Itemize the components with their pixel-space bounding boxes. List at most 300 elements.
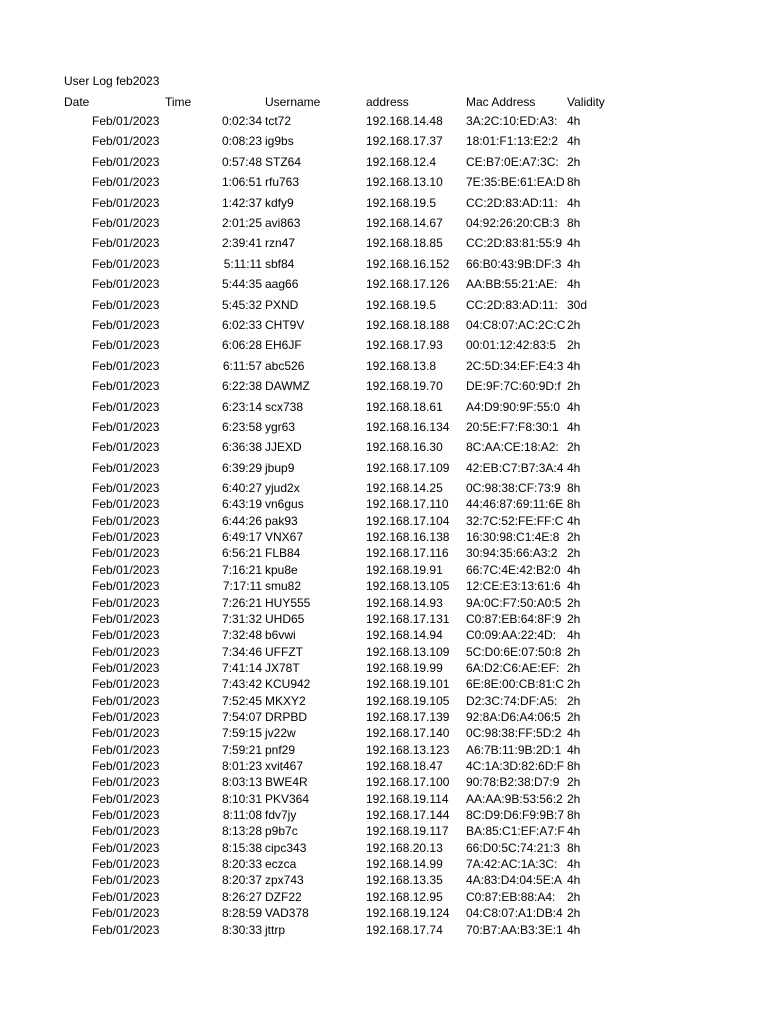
cell-validity: 2h: [567, 318, 581, 332]
cell-validity: 4h: [567, 114, 581, 128]
cell-address: 192.168.16.138: [366, 530, 450, 544]
cell-username: DZF22: [265, 889, 302, 904]
cell-validity: 8h: [567, 497, 581, 512]
table-row: [0, 337, 768, 353]
cell-date: Feb/01/2023: [92, 546, 160, 561]
cell-mac-address: 66:D0:5C:74:21:3: [466, 840, 561, 855]
cell-validity: 2h: [567, 660, 581, 675]
cell-address: 192.168.20.13: [366, 840, 443, 855]
cell-mac-address: C0:87:EB:88:A4:: [466, 889, 556, 904]
cell-address: 192.168.13.109: [366, 644, 450, 659]
table-row: [0, 276, 768, 292]
table-row: [0, 378, 768, 394]
table-row: [0, 758, 768, 774]
cell-date: Feb/01/2023: [92, 742, 160, 757]
cell-time: 7:26:21: [221, 595, 262, 610]
table-row: [0, 660, 768, 676]
cell-username: smu82: [265, 579, 302, 594]
cell-date: Feb/01/2023: [92, 420, 160, 434]
cell-address: 192.168.18.47: [366, 759, 443, 773]
cell-validity: 4h: [567, 726, 581, 741]
table-row: [0, 840, 768, 856]
cell-validity: 4h: [567, 579, 581, 594]
cell-address: 192.168.17.126: [366, 277, 450, 292]
cell-mac-address: AA:AA:9B:53:56:2: [466, 791, 563, 806]
cell-address: 192.168.18.188: [366, 318, 450, 332]
cell-time: 6:22:38: [221, 379, 262, 394]
cell-mac-address: 20:5E:F7:F8:30:1: [466, 420, 559, 434]
cell-validity: 8h: [567, 481, 581, 495]
table-row: [0, 807, 768, 823]
cell-date: Feb/01/2023: [92, 216, 160, 230]
cell-address: 192.168.17.109: [366, 460, 450, 475]
cell-date: Feb/01/2023: [92, 530, 160, 544]
cell-validity: 4h: [567, 277, 581, 292]
cell-time: 6:40:27: [221, 481, 262, 495]
cell-validity: 2h: [567, 693, 581, 708]
cell-time: 7:16:21: [221, 562, 262, 577]
cell-validity: 4h: [567, 256, 581, 271]
cell-mac-address: 18:01:F1:13:E2:2: [466, 134, 559, 149]
cell-mac-address: 70:B7:AA:B3:3E:1: [466, 922, 563, 937]
table-row: [0, 439, 768, 455]
cell-address: 192.168.17.104: [366, 513, 450, 528]
cell-date: Feb/01/2023: [92, 256, 160, 271]
cell-address: 192.168.14.99: [366, 857, 443, 871]
cell-username: DRPBD: [265, 709, 308, 724]
cell-mac-address: 0C:98:38:CF:73:9: [466, 481, 561, 495]
cell-mac-address: A4:D9:90:9F:55:0: [466, 399, 561, 414]
table-row: [0, 133, 768, 149]
table-row: [0, 725, 768, 741]
cell-username: b6vwi: [265, 628, 296, 643]
table-row: [0, 562, 768, 578]
cell-date: Feb/01/2023: [92, 399, 160, 414]
cell-validity: 4h: [567, 922, 581, 937]
table-row: [0, 922, 768, 938]
cell-username: HUY555: [265, 595, 311, 610]
cell-validity: 2h: [567, 775, 581, 790]
cell-mac-address: 04:C8:07:A1:DB:4: [466, 906, 563, 921]
cell-time: 7:41:14: [221, 660, 262, 675]
cell-date: Feb/01/2023: [92, 579, 160, 594]
cell-mac-address: AA:BB:55:21:AE:: [466, 277, 558, 292]
cell-username: rzn47: [265, 236, 296, 251]
cell-date: Feb/01/2023: [92, 791, 160, 806]
table-row: [0, 595, 768, 611]
cell-username: avi863: [265, 216, 301, 230]
cell-date: Feb/01/2023: [92, 297, 160, 312]
cell-validity: 2h: [567, 338, 581, 353]
cell-address: 192.168.17.139: [366, 709, 450, 724]
cell-address: 192.168.16.134: [366, 420, 450, 434]
cell-address: 192.168.12.4: [366, 154, 437, 169]
cell-date: Feb/01/2023: [92, 775, 160, 790]
cell-date: Feb/01/2023: [92, 460, 160, 475]
cell-validity: 2h: [567, 677, 581, 692]
cell-validity: 4h: [567, 460, 581, 475]
cell-username: aag66: [265, 277, 299, 292]
cell-validity: 4h: [567, 857, 581, 871]
cell-validity: 4h: [567, 399, 581, 414]
cell-mac-address: 66:B0:43:9B:DF:3: [466, 256, 562, 271]
table-row: [0, 215, 768, 231]
cell-time: 6:06:28: [221, 338, 262, 353]
cell-time: 8:10:31: [221, 791, 262, 806]
cell-address: 192.168.14.94: [366, 628, 443, 643]
cell-time: 5:11:11: [223, 256, 262, 271]
cell-date: Feb/01/2023: [92, 114, 160, 128]
cell-time: 8:20:33: [221, 857, 262, 871]
cell-time: 8:30:33: [221, 922, 262, 937]
cell-validity: 8h: [567, 759, 581, 773]
cell-mac-address: 2C:5D:34:EF:E4:3: [466, 358, 564, 373]
cell-mac-address: 4A:83:D4:04:5E:A: [466, 873, 563, 888]
cell-address: 192.168.19.70: [366, 379, 443, 394]
cell-address: 192.168.13.10: [366, 175, 443, 190]
cell-address: 192.168.17.131: [366, 611, 450, 626]
cell-date: Feb/01/2023: [92, 236, 160, 251]
cell-date: Feb/01/2023: [92, 175, 160, 190]
cell-mac-address: C0:09:AA:22:4D:: [466, 628, 557, 643]
cell-date: Feb/01/2023: [92, 709, 160, 724]
column-header-address: address: [366, 95, 409, 109]
cell-mac-address: 8C:AA:CE:18:A2:: [466, 440, 559, 455]
cell-validity: 2h: [567, 530, 581, 544]
cell-date: Feb/01/2023: [92, 726, 160, 741]
cell-time: 7:34:46: [221, 644, 262, 659]
cell-date: Feb/01/2023: [92, 497, 160, 512]
cell-address: 192.168.13.35: [366, 873, 443, 888]
cell-address: 192.168.17.110: [366, 497, 449, 512]
cell-mac-address: 6E:8E:00:CB:81:C: [466, 677, 565, 692]
table-row: [0, 905, 768, 921]
cell-validity: 2h: [567, 611, 581, 626]
cell-time: 8:11:08: [222, 808, 262, 822]
cell-validity: 4h: [567, 195, 581, 210]
cell-time: 7:31:32: [221, 611, 262, 626]
cell-username: eczca: [265, 857, 297, 871]
cell-mac-address: CC:2D:83:AD:11:: [466, 195, 558, 210]
cell-validity: 2h: [567, 154, 581, 169]
cell-time: 0:57:48: [221, 154, 262, 169]
table-row: [0, 297, 768, 313]
table-row: [0, 856, 768, 872]
cell-username: JJEXD: [265, 440, 302, 455]
cell-username: KCU942: [265, 677, 311, 692]
cell-time: 5:45:32: [221, 297, 262, 312]
cell-time: 7:59:15: [221, 726, 262, 741]
table-row: [0, 774, 768, 790]
table-row: [0, 742, 768, 758]
cell-time: 8:03:13: [221, 775, 262, 790]
cell-mac-address: 66:7C:4E:42:B2:0: [466, 562, 561, 577]
cell-address: 192.168.19.5: [366, 297, 437, 312]
cell-date: Feb/01/2023: [92, 677, 160, 692]
cell-username: sbf84: [265, 256, 295, 271]
cell-date: Feb/01/2023: [92, 922, 160, 937]
cell-date: Feb/01/2023: [92, 134, 160, 149]
cell-time: 7:54:07: [221, 709, 262, 724]
cell-date: Feb/01/2023: [92, 595, 160, 610]
cell-date: Feb/01/2023: [92, 338, 160, 353]
cell-date: Feb/01/2023: [92, 358, 160, 373]
cell-address: 192.168.19.124: [366, 906, 450, 921]
cell-validity: 2h: [567, 595, 581, 610]
cell-validity: 2h: [567, 440, 581, 455]
cell-mac-address: 4C:1A:3D:82:6D:F: [466, 759, 565, 773]
cell-username: FLB84: [265, 546, 301, 561]
cell-mac-address: 9A:0C:F7:50:A0:5: [466, 595, 562, 610]
cell-username: tct72: [265, 114, 292, 128]
cell-username: pak93: [265, 513, 298, 528]
cell-mac-address: 6A:D2:C6:AE:EF:: [466, 660, 560, 675]
cell-date: Feb/01/2023: [92, 481, 160, 495]
table-row: [0, 419, 768, 435]
cell-mac-address: 0C:98:38:FF:5D:2: [466, 726, 562, 741]
cell-username: zpx743: [265, 873, 304, 888]
cell-validity: 2h: [567, 546, 581, 561]
cell-time: 6:43:19: [221, 497, 262, 512]
cell-validity: 4h: [567, 236, 581, 251]
cell-date: Feb/01/2023: [92, 154, 160, 169]
table-row: [0, 823, 768, 839]
cell-date: Feb/01/2023: [92, 759, 160, 773]
column-header-validity: Validity: [567, 95, 605, 109]
cell-date: Feb/01/2023: [92, 611, 160, 626]
cell-address: 192.168.17.37: [366, 134, 443, 149]
table-row: [0, 889, 768, 905]
cell-time: 7:43:42: [221, 677, 262, 692]
cell-mac-address: CE:B7:0E:A7:3C:: [466, 154, 559, 169]
cell-mac-address: BA:85:C1:EF:A7:F: [466, 824, 565, 839]
cell-username: DAWMZ: [265, 379, 310, 394]
cell-address: 192.168.17.74: [366, 922, 443, 937]
cell-date: Feb/01/2023: [92, 628, 160, 643]
column-header-time: Time: [165, 95, 192, 109]
table-row: [0, 399, 768, 415]
cell-time: 6:23:14: [221, 399, 262, 414]
table-row: [0, 611, 768, 627]
cell-date: Feb/01/2023: [92, 195, 160, 210]
table-row: [0, 545, 768, 561]
cell-time: 7:17:11: [222, 579, 262, 594]
cell-validity: 8h: [567, 216, 581, 230]
cell-address: 192.168.14.25: [366, 481, 443, 495]
cell-username: STZ64: [265, 154, 302, 169]
cell-address: 192.168.19.114: [366, 791, 449, 806]
cell-mac-address: D2:3C:74:DF:A5:: [466, 693, 558, 708]
table-row: [0, 627, 768, 643]
cell-validity: 2h: [567, 889, 581, 904]
cell-address: 192.168.19.101: [366, 677, 450, 692]
table-row: [0, 358, 768, 374]
table-row: [0, 256, 768, 272]
cell-date: Feb/01/2023: [92, 808, 160, 822]
cell-username: scx738: [265, 399, 304, 414]
cell-username: abc526: [265, 358, 305, 373]
cell-date: Feb/01/2023: [92, 693, 160, 708]
cell-validity: 4h: [567, 824, 581, 839]
table-row: [0, 693, 768, 709]
cell-validity: 4h: [567, 628, 581, 643]
cell-time: 2:39:41: [221, 236, 262, 251]
cell-address: 192.168.18.61: [366, 399, 443, 414]
table-row: [0, 872, 768, 888]
cell-username: BWE4R: [265, 775, 308, 790]
cell-validity: 4h: [567, 513, 581, 528]
cell-username: fdv7jy: [265, 808, 297, 822]
cell-time: 8:01:23: [221, 759, 262, 773]
cell-validity: 4h: [567, 562, 581, 577]
cell-time: 5:44:35: [221, 277, 262, 292]
table-row: [0, 174, 768, 190]
log-title: User Log feb2023: [64, 74, 160, 88]
cell-date: Feb/01/2023: [92, 318, 160, 332]
table-row: [0, 113, 768, 129]
cell-address: 192.168.13.123: [366, 742, 450, 757]
cell-mac-address: DE:9F:7C:60:9D:f: [466, 379, 561, 394]
cell-validity: 30d: [567, 297, 588, 312]
cell-time: 0:08:23: [221, 134, 262, 149]
cell-address: 192.168.12.95: [366, 889, 443, 904]
cell-time: 6:11:57: [222, 358, 262, 373]
cell-validity: 8h: [567, 175, 581, 190]
cell-mac-address: 44:46:87:69:11:6E: [466, 497, 564, 512]
cell-date: Feb/01/2023: [92, 660, 160, 675]
cell-mac-address: 7E:35:BE:61:EA:D: [466, 175, 565, 190]
cell-time: 6:02:33: [221, 318, 262, 332]
cell-mac-address: C0:87:EB:64:8F:9: [466, 611, 562, 626]
cell-date: Feb/01/2023: [92, 379, 160, 394]
cell-validity: 2h: [567, 791, 581, 806]
cell-username: rfu763: [265, 175, 300, 190]
cell-address: 192.168.19.91: [366, 562, 443, 577]
cell-date: Feb/01/2023: [92, 644, 160, 659]
cell-validity: 2h: [567, 906, 581, 921]
cell-username: CHT9V: [265, 318, 305, 332]
table-row: [0, 195, 768, 211]
cell-address: 192.168.19.105: [366, 693, 450, 708]
cell-address: 192.168.14.67: [366, 216, 443, 230]
cell-mac-address: 04:C8:07:AC:2C:C: [466, 318, 566, 332]
cell-date: Feb/01/2023: [92, 840, 160, 855]
cell-mac-address: CC:2D:83:81:55:9: [466, 236, 563, 251]
cell-address: 192.168.16.152: [366, 256, 450, 271]
cell-validity: 8h: [567, 840, 581, 855]
cell-date: Feb/01/2023: [92, 824, 160, 839]
cell-time: 6:36:38: [221, 440, 262, 455]
cell-time: 7:32:48: [221, 628, 262, 643]
cell-validity: 4h: [567, 420, 581, 434]
cell-username: cipc343: [265, 840, 307, 855]
cell-address: 192.168.19.117: [366, 824, 449, 839]
cell-validity: 2h: [567, 709, 581, 724]
cell-address: 192.168.19.99: [366, 660, 443, 675]
cell-mac-address: 12:CE:E3:13:61:6: [466, 579, 561, 594]
cell-validity: 2h: [567, 644, 581, 659]
cell-mac-address: 90:78:B2:38:D7:9: [466, 775, 560, 790]
cell-time: 6:56:21: [221, 546, 262, 561]
column-header-username: Username: [265, 95, 321, 109]
cell-address: 192.168.14.93: [366, 595, 443, 610]
cell-time: 6:49:17: [221, 530, 262, 544]
cell-validity: 4h: [567, 134, 581, 149]
table-row: [0, 154, 768, 170]
table-row: [0, 496, 768, 512]
cell-mac-address: 7A:42:AC:1A:3C:: [466, 857, 558, 871]
cell-time: 6:39:29: [221, 460, 262, 475]
cell-mac-address: 16:30:98:C1:4E:8: [466, 530, 560, 544]
cell-validity: 4h: [567, 358, 581, 373]
cell-address: 192.168.17.100: [366, 775, 450, 790]
table-row: [0, 644, 768, 660]
cell-username: kdfy9: [265, 195, 294, 210]
table-row: [0, 235, 768, 251]
cell-username: jbup9: [265, 460, 295, 475]
cell-time: 0:02:34: [221, 114, 262, 128]
cell-username: xvit467: [265, 759, 304, 773]
cell-address: 192.168.17.93: [366, 338, 443, 353]
cell-username: EH6JF: [265, 338, 302, 353]
cell-address: 192.168.19.5: [366, 195, 437, 210]
cell-username: ig9bs: [265, 134, 294, 149]
cell-mac-address: 92:8A:D6:A4:06:5: [466, 709, 561, 724]
cell-date: Feb/01/2023: [92, 889, 160, 904]
cell-username: VNX67: [265, 530, 304, 544]
cell-time: 8:28:59: [221, 906, 262, 921]
cell-mac-address: 8C:D9:D6:F9:9B:7: [466, 808, 565, 822]
cell-date: Feb/01/2023: [92, 277, 160, 292]
cell-address: 192.168.18.85: [366, 236, 443, 251]
cell-time: 6:23:58: [221, 420, 262, 434]
cell-username: ygr63: [265, 420, 296, 434]
cell-mac-address: 04:92:26:20:CB:3: [466, 216, 560, 230]
cell-date: Feb/01/2023: [92, 857, 160, 871]
cell-date: Feb/01/2023: [92, 513, 160, 528]
cell-username: UHD65: [265, 611, 305, 626]
cell-validity: 4h: [567, 742, 581, 757]
cell-mac-address: 32:7C:52:FE:FF:C: [466, 513, 564, 528]
cell-username: kpu8e: [265, 562, 298, 577]
cell-time: 8:13:28: [221, 824, 262, 839]
cell-validity: 2h: [567, 379, 581, 394]
cell-username: PKV364: [265, 791, 310, 806]
table-row: [0, 513, 768, 529]
cell-username: vn6gus: [265, 497, 304, 512]
cell-mac-address: A6:7B:11:9B:2D:1: [466, 742, 562, 757]
cell-date: Feb/01/2023: [92, 562, 160, 577]
cell-address: 192.168.13.105: [366, 579, 450, 594]
cell-date: Feb/01/2023: [92, 906, 160, 921]
table-row: [0, 676, 768, 692]
cell-time: 8:26:27: [221, 889, 262, 904]
column-header-date: Date: [64, 95, 90, 109]
table-row: [0, 480, 768, 496]
cell-mac-address: 5C:D0:6E:07:50:8: [466, 644, 562, 659]
cell-time: 6:44:26: [221, 513, 262, 528]
cell-address: 192.168.17.116: [366, 546, 449, 561]
cell-address: 192.168.16.30: [366, 440, 443, 455]
table-row: [0, 460, 768, 476]
cell-mac-address: CC:2D:83:AD:11:: [466, 297, 558, 312]
table-row: [0, 709, 768, 725]
cell-mac-address: 00:01:12:42:83:5: [466, 338, 557, 353]
cell-time: 1:42:37: [221, 195, 262, 210]
cell-mac-address: 42:EB:C7:B7:3A:4: [466, 460, 564, 475]
cell-username: jv22w: [265, 726, 296, 741]
table-row: [0, 317, 768, 333]
